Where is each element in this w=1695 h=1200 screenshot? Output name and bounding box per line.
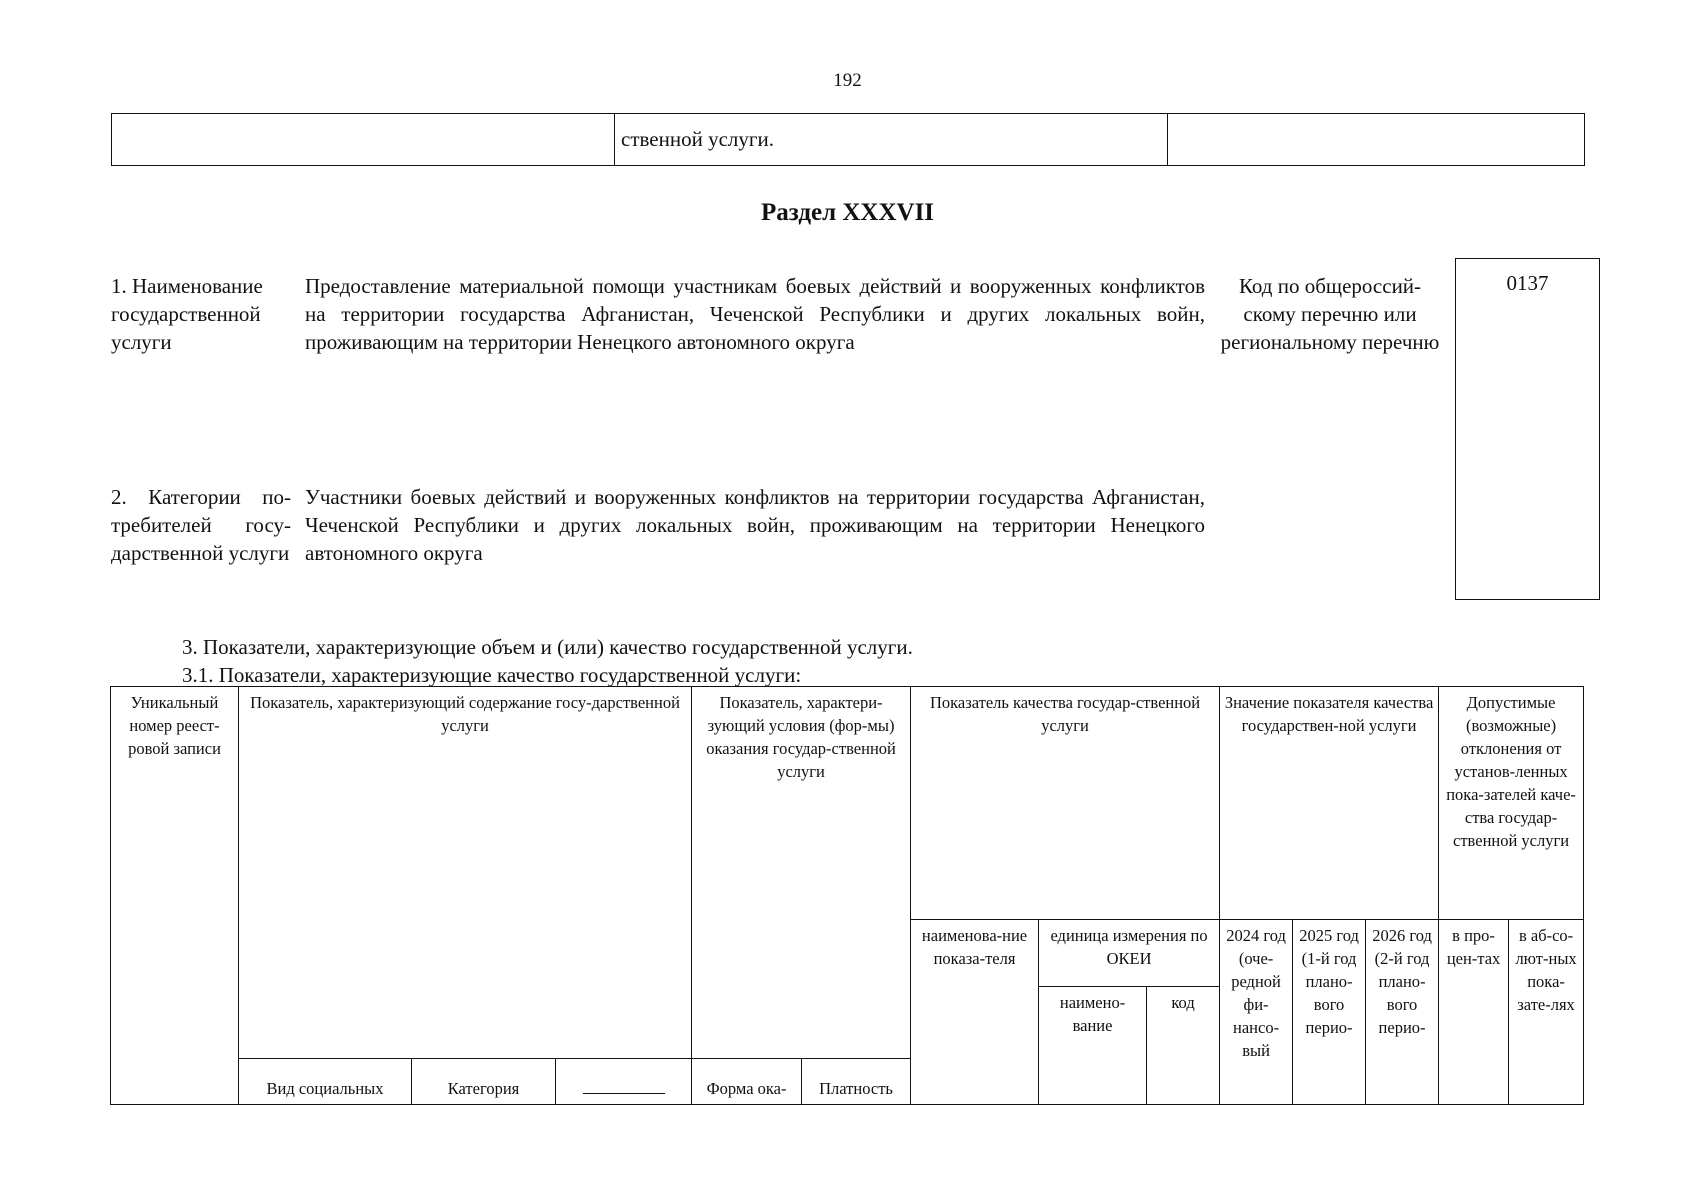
page-number: 192 [833, 70, 862, 91]
header-unit-name: наимено-вание [1039, 987, 1147, 1105]
item1-label: 1. Наименование государственной услуги [111, 274, 263, 354]
header-quality-indicator: Показатель качества государ-ственной услуги [911, 687, 1220, 920]
code-value: 0137 [1506, 271, 1549, 295]
continuation-table [111, 113, 1585, 166]
header-unique-number: Уникальный номер реест-ровой записи [111, 687, 239, 1105]
continuation-cell-right [1168, 114, 1585, 166]
item3-1-heading: 3.1. Показатели, характеризующие качество государственной услуги: [182, 663, 802, 687]
item3-heading: 3. Показатели, характеризующие объем и (или) качество государственной услуги. [182, 635, 913, 659]
header-year-2026: 2026 год (2-й год плано-вого перио- [1366, 920, 1439, 1105]
header-unit-code: код [1147, 987, 1220, 1105]
subheader-social-type: Вид социальных [239, 1059, 412, 1105]
subheader-service-form: Форма ока- [692, 1059, 802, 1105]
header-indicator-value: Значение показателя качества государствен-ной услуги [1220, 687, 1439, 920]
quality-indicators-table [110, 686, 1584, 1105]
header-indicator-name: наименова-ние показа-теля [911, 920, 1039, 1105]
header-deviation-percent: в про-цен-тах [1439, 920, 1509, 1105]
header-content-indicator: Показатель, характеризующий содержание госу-дарственной услуги [239, 687, 692, 1059]
code-label: Код по общероссий-скому перечню или региональному перечню [1220, 274, 1440, 354]
subheader-category: Категория [412, 1059, 556, 1105]
header-year-2025: 2025 год (1-й год плано-вого перио- [1293, 920, 1366, 1105]
continuation-cell-left [112, 114, 615, 166]
subheader-payment: Платность [802, 1059, 911, 1105]
item2-text: Участники боевых действий и вооруженных конфликтов на территории государства Афганистан, Чеченской Республики и других локальных войн, проживающим на территории Ненецкого автономного округа [305, 485, 1205, 565]
header-deviation-absolute: в аб-со-лют-ных пока-зате-лях [1509, 920, 1584, 1105]
item1-text: Предоставление материальной помощи участникам боевых действий и вооруженных конфликтов на территории государства Афганистан, Чеченской Республики и других локальных войн, проживающим на территории Ненецкого автономного округа [305, 274, 1205, 354]
header-conditions-indicator: Показатель, характери-зующий условия (фор-мы) оказания государ-ственной услуги [692, 687, 911, 1059]
header-year-2024: 2024 год (оче-редной фи-нансо-вый [1220, 920, 1293, 1105]
subheader-blank [556, 1059, 692, 1105]
header-allowed-deviation: Допустимые (возможные) отклонения от установ-ленных пока-зателей каче-ства государ-ственной услуги [1439, 687, 1584, 920]
code-box [1455, 258, 1600, 600]
item2-label: 2. Категории по-требителей госу-дарственной услуги [111, 485, 291, 565]
blank-underline [583, 1075, 665, 1094]
continuation-cell-middle: ственной услуги. [615, 114, 1168, 166]
section-title: Раздел XXXVII [760, 199, 935, 226]
header-unit-okei: единица измерения по ОКЕИ [1039, 920, 1220, 987]
